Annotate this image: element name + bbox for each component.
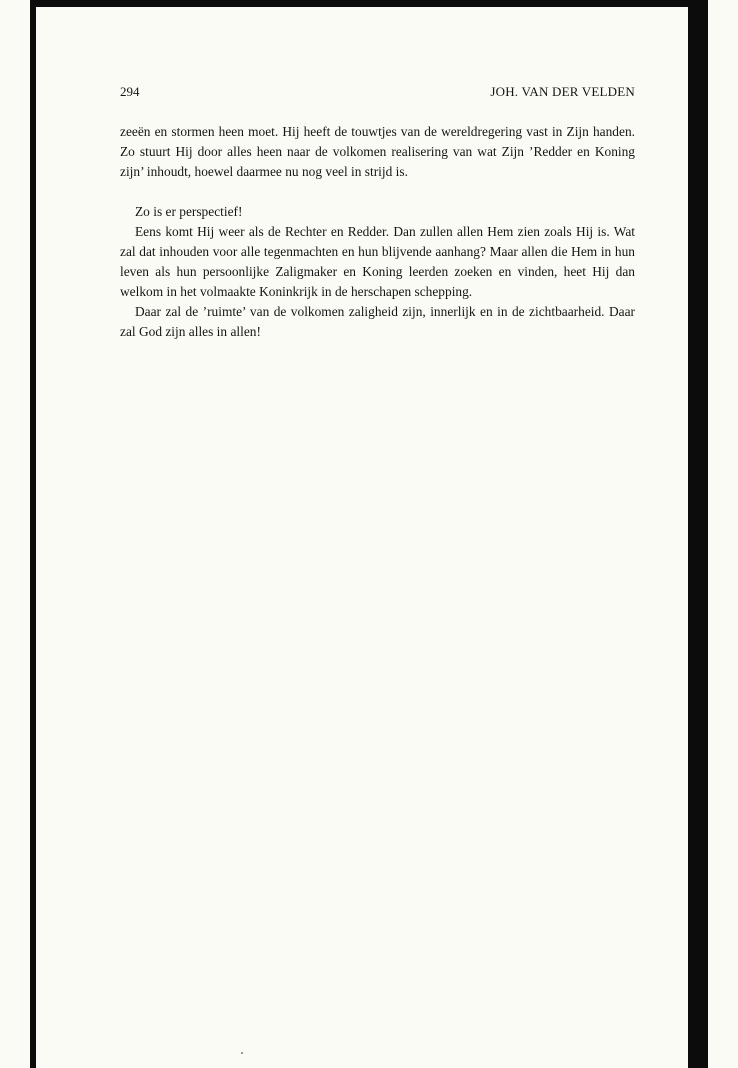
- page-number: 294: [120, 84, 140, 99]
- running-title: JOH. VAN DER VELDEN: [490, 84, 635, 99]
- paragraph-perspective: Zo is er perspectief!: [135, 204, 243, 219]
- running-header: [120, 84, 635, 100]
- paragraph-closing: Daar zal de ’ruimte’ van de volkomen zaligheid zijn, innerlijk en in de zichtbaarheid. Daar zal God zijn alles in allen!: [120, 304, 635, 339]
- paragraph-continuation: zeeën en stormen heen moet. Hij heeft de touwtjes van de wereldregering vast in Zijn handen. Zo stuurt Hij door alles heen naar de volkomen realisering van wat Zijn ’Redder en Koning zijn’ inhoudt, hoewel daarmee nu nog veel in strijd is.: [120, 124, 635, 179]
- scan-speck: [241, 1052, 243, 1054]
- scan-border-right: [688, 0, 708, 1068]
- page-content: [120, 84, 635, 342]
- scan-border-top: [30, 0, 708, 7]
- paragraph-return: Eens komt Hij weer als de Rechter en Redder. Dan zullen allen Hem zien zoals Hij is. Wat zal dat inhouden voor alle tegenmachten en hun blijvende aanhang? Maar allen die Hem in hun leven als hun persoonlijke Zaligmaker en Koning leerden zoeken en vinden, heet Hij dan welkom in het volmaakte Koninkrijk in de herschapen schepping.: [120, 224, 635, 299]
- body-text: [120, 122, 635, 342]
